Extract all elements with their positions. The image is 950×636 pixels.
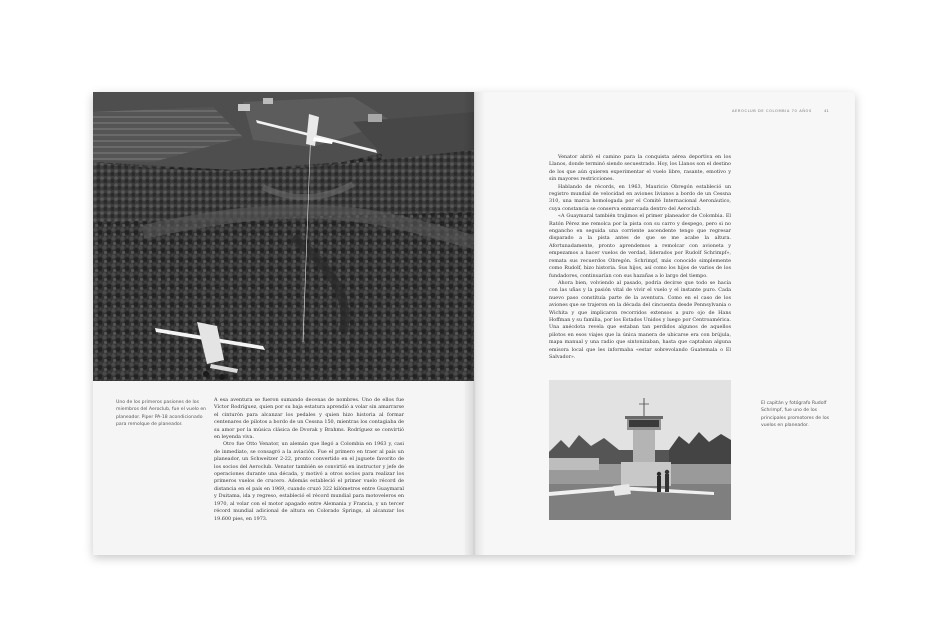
paragraph: Hablando de récords, en 1963, Mauricio Obregón estableció un registro mundial de velocidad en aviones livianos a bordo de un Cessna 310, una marca homologada por el Comité Internacional Aeronáutico, cuya constancia se conserva enmarcada dentro del Aeroclub. [549,183,731,212]
right-page [474,92,855,555]
aerial-photo-glider-tow [93,92,474,381]
magazine-spread [93,92,855,555]
left-page [93,92,474,555]
right-body-text [549,154,731,361]
paragraph: Otro fue Otto Venator, un alemán que llegó a Colombia en 1963 y, casi de inmediato, se consagró a la aviación. Fue el primero en traer al país un planeador, un Schweitzer 2-22, pronto convertido en el juguete favorito de los socios del Aeroclub. Venator también se convirtió en instructor y jefe de operaciones durante una década, y motivó a otros socios para realizar los primeros vuelos de crucero. Además estableció el primer vuelo récord de distancia en el país en 1969, cuando cruzó 322 kilómetros entre Guaymaral y Duitama, ida y regreso, estableció el récord mundial para motoveleros en 1970, al volar con el motor apagado entre Alemania y Francia, y un tercer récord mundial adicional de altura en Colorado Springs, al alcanzar los 19.600 pies, en 1973. [214,441,404,522]
paragraph: Ahora bien, volviendo al pasado, podría decirse que todo se hacía con las uñas y la pasión vital de vivir el vuelo y el instante puro. Cada nuevo paso constituía parte de la aventura. Como en el caso de los aviones que se trajeron en la década del cincuenta desde Pennsylvania o Wichita y que implicaron recorridos extensos a puro ojo de Hans Hoffman y su familia, por los Estados Unidos y luego por Centroamérica. Una anécdota revela que estaban tan perdidos algunos de aquellos pilotos en esos viajes que la única manera de ubicarse era con brújula, mapa manual y una radio que sintonizaban, hasta que captaban alguna emisora local que les informaba «estar sobrevolando Guatemala o El Salvador». [549,279,731,360]
page-number: 41 [824,108,829,113]
running-head: AEROCLUB DE COLOMBIA 70 AÑOS [732,109,812,113]
right-photo-caption: El capitán y fotógrafo Rudolf Schrimpf, fue uno de los principales promotores de los vuelos en planeador. [761,401,830,429]
paragraph: A esa aventura se fueron sumando decenas de nombres. Uno de ellos fue Víctor Rodríguez, quien por su baja estatura aprendió a volar sin amarrarse el cinturón para alcanzar los pedales y quien hizo historia al formar centenares de pilotos a bordo de un Cessna 150, mientras los contagiaba de su amor por la música clásica de Dvorak y Brahms. Rodríguez se convirtió en leyenda viva. [214,397,404,441]
paragraph: Venator abrió el camino para la conquista aérea deportiva en los Llanos, donde terminó siendo secuestrado. Hoy, los Llanos son el destino de los que aún quieren experimentar el vuelo libre, rasante, emotivo y sin mayores restricciones. [549,154,731,183]
left-body-text [214,397,404,523]
paragraph: «A Guaymaral también trajimos el primer planeador de Colombia. El Ratón Pérez me remolca por la pista con su carro y despego, pero si no engancho en seguida una corriente ascendente tengo que regresar disparado a la pista antes de que se me acabe la altura. Afortunadamente, pronto aprendemos a remolcar con avioneta y empezamos a hacer vuelos de verdad, liderados por Rudolf Schrimpf», remata sus recuerdos Obregón. Schrimpf, más conocido simplemente como Rudolf, hizo historia. Sus hijos, así como los hijos de varios de los fundadores, continuarían con sus hazañas a lo largo del tiempo. [549,213,731,279]
control-tower-photo [549,380,731,520]
left-photo-caption: Uno de los primeros pasiones de los miembros del Aeroclub, fue el vuelo en planeador. Piper PA-18 acondicionado para remolque de planeador. [116,400,207,428]
